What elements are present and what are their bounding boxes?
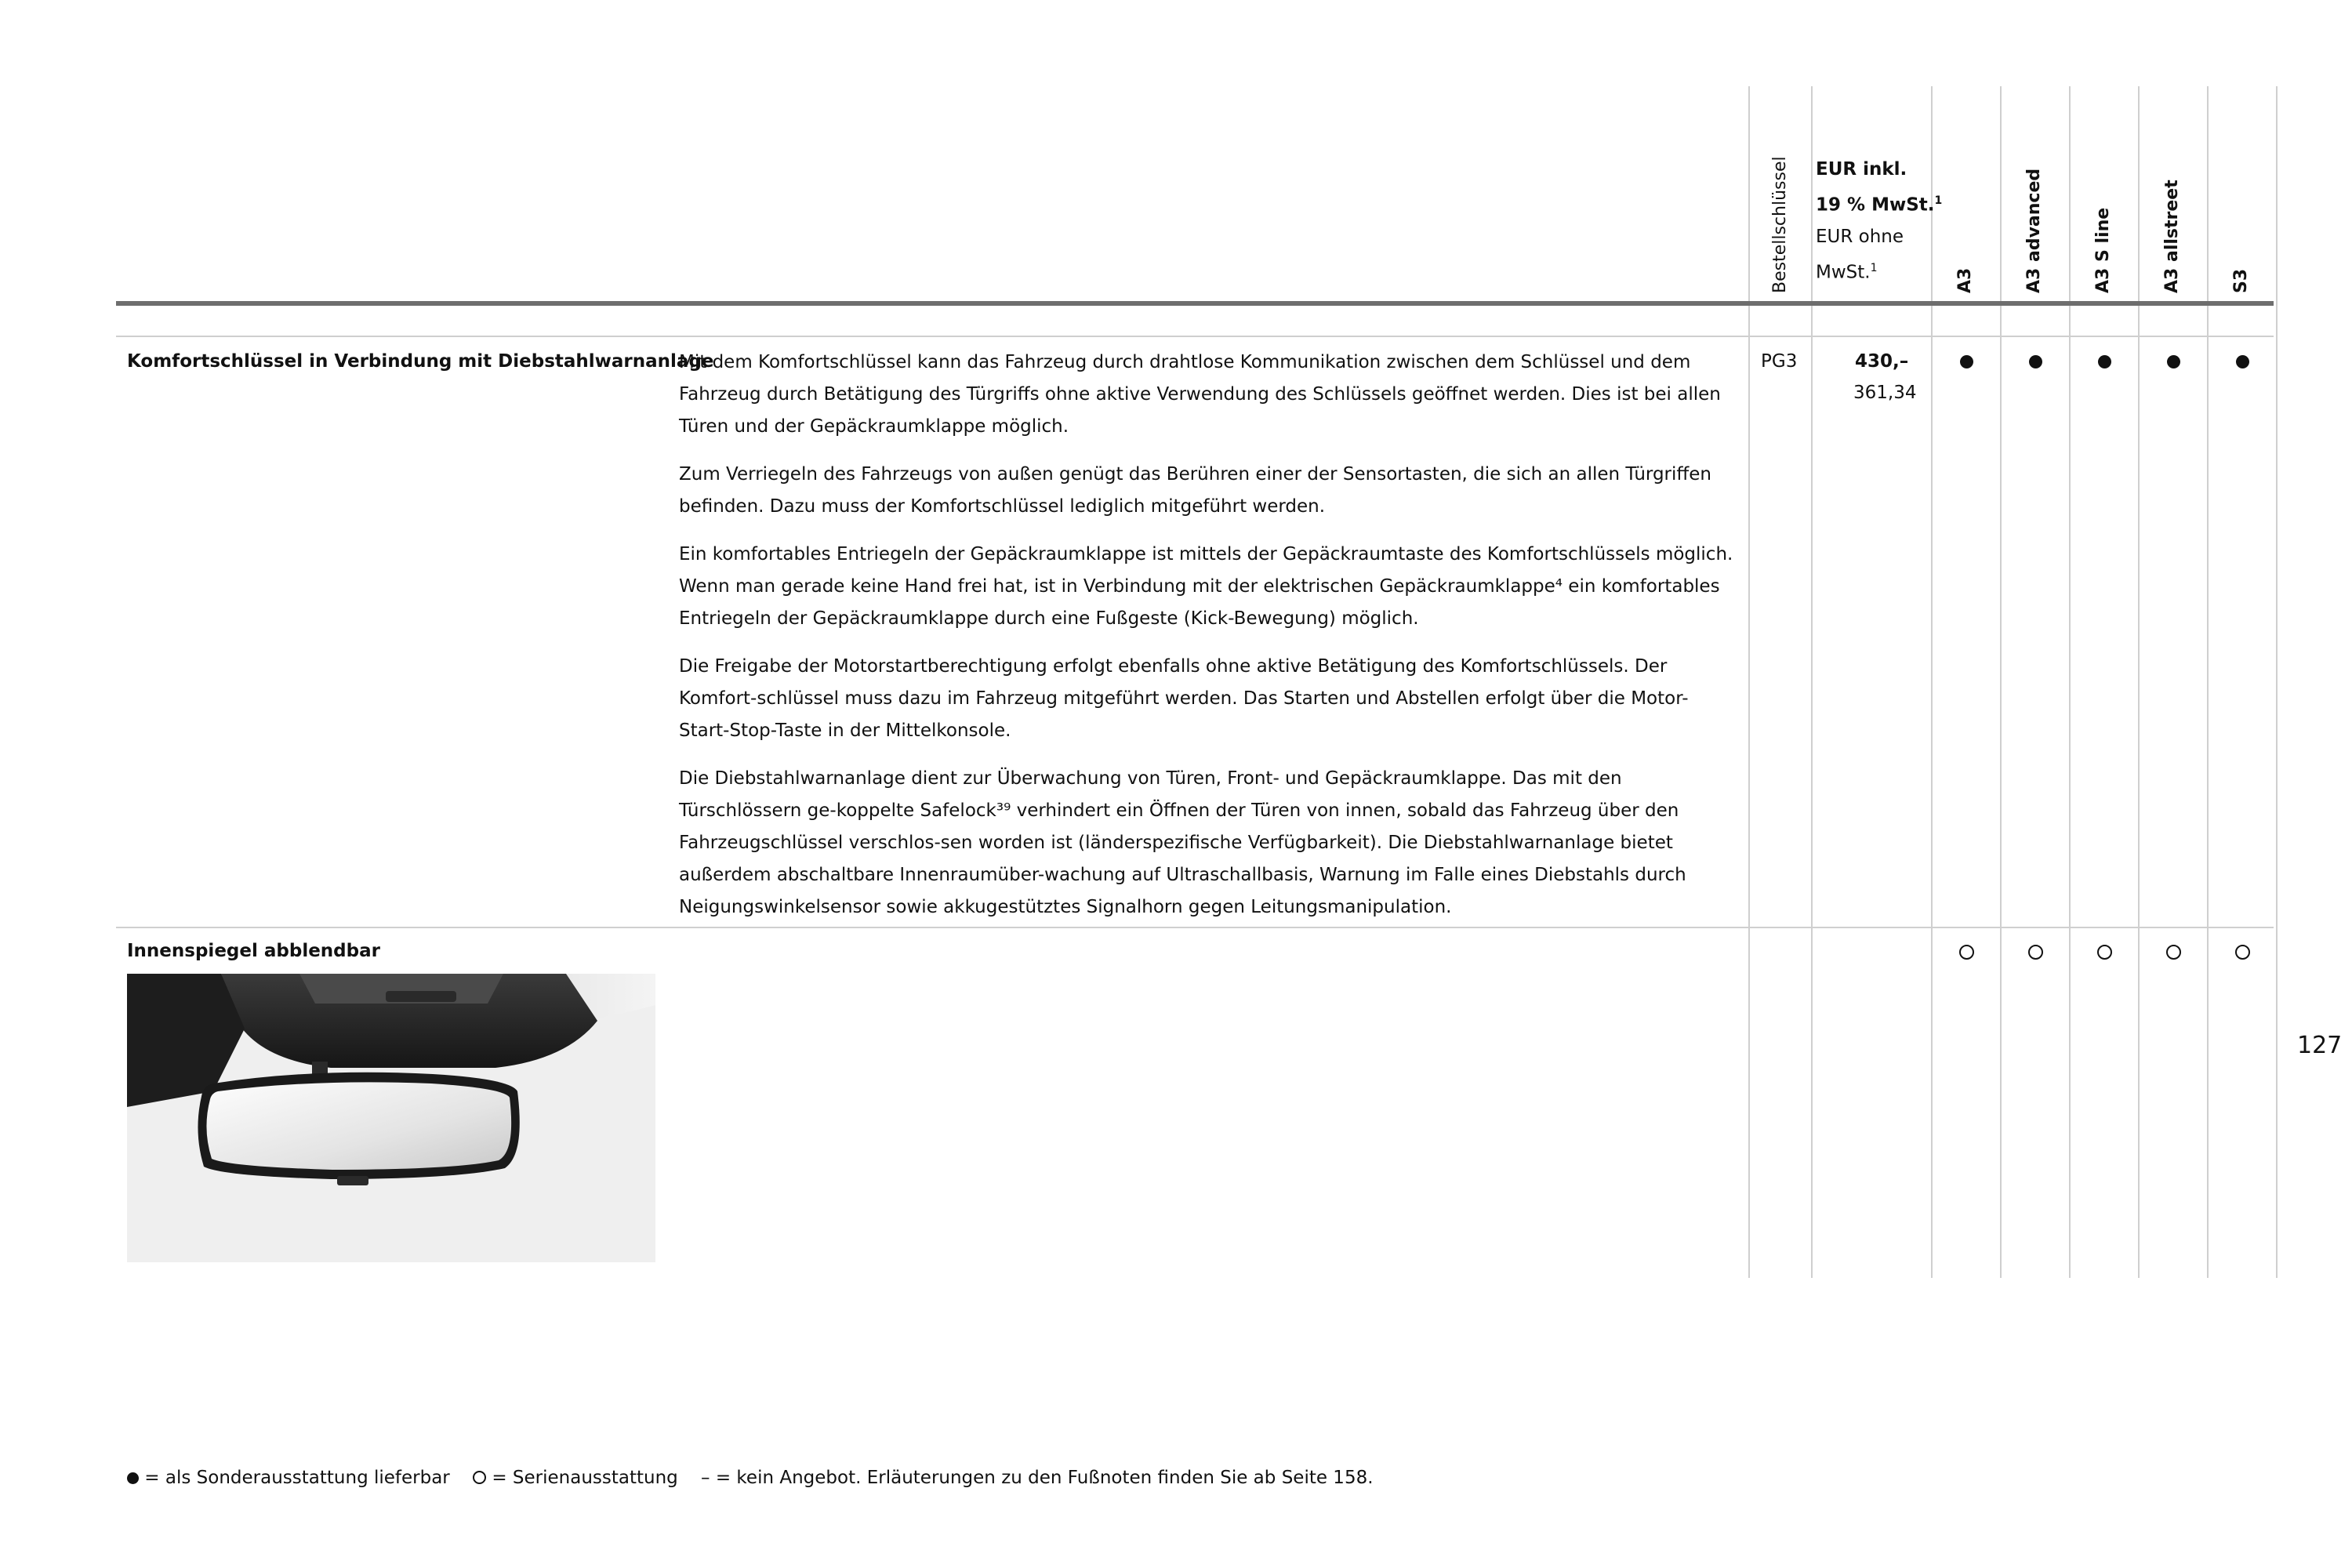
- hollow-circle-icon: [1959, 945, 1974, 960]
- availability-s3: [2219, 942, 2266, 964]
- availability-a3: [1943, 351, 1990, 373]
- column-divider: [1748, 86, 1750, 1278]
- price-incl-vat: 430,–: [1855, 351, 1909, 372]
- header-bestellschluessel: Bestellschlüssel: [1770, 156, 1790, 293]
- availability-a3: [1943, 942, 1990, 964]
- availability-a3-s-line: [2081, 942, 2128, 964]
- availability-a3-allstreet: [2150, 942, 2197, 964]
- order-code: PG3: [1761, 351, 1798, 372]
- footnote-marker: 1: [1934, 194, 1943, 207]
- availability-s3: [2219, 351, 2266, 373]
- header-rule: [116, 301, 2274, 306]
- hollow-circle-icon: [2235, 945, 2250, 960]
- row-label-komfortschluessel: Komfortschlüssel in Verbindung mit Diebstahlwarnanlage: [127, 351, 714, 372]
- legend-none: – = kein Angebot. Erläuterungen zu den Fußnoten finden Sie ab Seite 158.: [701, 1468, 1374, 1488]
- filled-circle-icon: [1960, 355, 1973, 368]
- column-divider: [2207, 86, 2209, 1278]
- header-model-s3: S3: [2231, 268, 2251, 293]
- description-paragraph: Mit dem Komfortschlüssel kann das Fahrzeug durch drahtlose Kommunikation zwischen dem Schlüssel und dem Fahrzeug durch Betätigung des Türgriffs ohne aktive Verwendung des Schlüssels geöffnet werden. Dies ist bei allen Türen und der Gepäckraumklappe möglich.: [679, 352, 1721, 437]
- description-paragraph: Die Freigabe der Motorstartberechtigung erfolgt ebenfalls ohne aktive Betätigung des Komfortschlüssels. Der Komfort-schlüssel muss dazu im Fahrzeug mitgeführt werden. Das Starten und Abstellen erfolgt über die Motor-Start-Stop-Taste in der Mittelkonsole.: [679, 656, 1689, 741]
- row-description: [679, 347, 1737, 939]
- header-price: [1816, 154, 1942, 288]
- legend-standard: = Serienausstattung: [486, 1468, 678, 1488]
- price-excl-vat: 361,34: [1853, 383, 1917, 403]
- filled-circle-icon: [2098, 355, 2111, 368]
- hollow-circle-icon: [2097, 945, 2112, 960]
- header-model-a3-advanced: A3 advanced: [2024, 168, 2044, 293]
- rearview-mirror-image: [127, 974, 655, 1262]
- footnote-marker: 1: [1870, 261, 1878, 274]
- availability-a3-allstreet: [2150, 351, 2197, 373]
- availability-a3-advanced: [2012, 351, 2059, 373]
- price-header-line3: EUR ohne: [1816, 226, 1904, 247]
- filled-circle-icon: [2029, 355, 2042, 368]
- column-divider: [2000, 86, 2002, 1278]
- description-paragraph: Ein komfortables Entriegeln der Gepäckraumklappe ist mittels der Gepäckraumtaste des Komfortschlüssels möglich. Wenn man gerade keine Hand frei hat, ist in Verbindung mit der elektrischen Gepäckraumklappe⁴ ein komfortables Entriegeln der Gepäckraumklappe durch eine Fußgeste (Kick-Bewegung) möglich.: [679, 544, 1733, 629]
- row-divider: [116, 336, 2274, 337]
- header-model-a3-s-line: A3 S line: [2093, 207, 2113, 293]
- header-model-a3-allstreet: A3 allstreet: [2162, 180, 2182, 293]
- filled-circle-icon: [127, 1472, 139, 1484]
- column-divider: [1811, 86, 1813, 1278]
- filled-circle-icon: [2236, 355, 2249, 368]
- hollow-circle-icon: [2166, 945, 2181, 960]
- row-divider: [116, 927, 2274, 928]
- availability-a3-s-line: [2081, 351, 2128, 373]
- filled-circle-icon: [2167, 355, 2180, 368]
- legend: [127, 1468, 1374, 1488]
- hollow-circle-icon: [473, 1471, 486, 1484]
- header-model-a3: A3: [1955, 267, 1975, 293]
- page-number: 127: [2297, 1032, 2343, 1059]
- column-divider: [2276, 86, 2278, 1278]
- description-paragraph: Die Diebstahlwarnanlage dient zur Überwachung von Türen, Front- und Gepäckraumklappe. Das mit den Türschlössern ge-koppelte Safelock³⁹ verhindert ein Öffnen der Türen von innen, sobald das Fahrzeug über den Fahrzeugschlüssel verschlos-sen worden ist (länderspezifische Verfügbarkeit). Die Diebstahlwarnanlage bietet außerdem abschaltbare Innenraumüber-wachung auf Ultraschallbasis, Warnung im Falle eines Diebstahls durch Neigungswinkelsensor sowie akkugestütztes Signalhorn gegen Leitungsmanipulation.: [679, 768, 1686, 917]
- mirror-photo: [127, 974, 655, 1262]
- column-divider: [2069, 86, 2071, 1278]
- availability-a3-advanced: [2012, 942, 2059, 964]
- hollow-circle-icon: [2028, 945, 2043, 960]
- price-header-line1: EUR inkl.: [1816, 159, 1907, 180]
- column-divider: [2138, 86, 2140, 1278]
- row-label-innenspiegel: Innenspiegel abblendbar: [127, 941, 380, 961]
- description-paragraph: Zum Verriegeln des Fahrzeugs von außen genügt das Berühren einer der Sensortasten, die sich an allen Türgriffen befinden. Dazu muss der Komfortschlüssel lediglich mitgeführt werden.: [679, 464, 1711, 517]
- legend-optional: = als Sonderausstattung lieferbar: [139, 1468, 450, 1488]
- price-header-line4: MwSt.: [1816, 262, 1871, 283]
- price-header-line2: 19 % MwSt.: [1816, 194, 1935, 216]
